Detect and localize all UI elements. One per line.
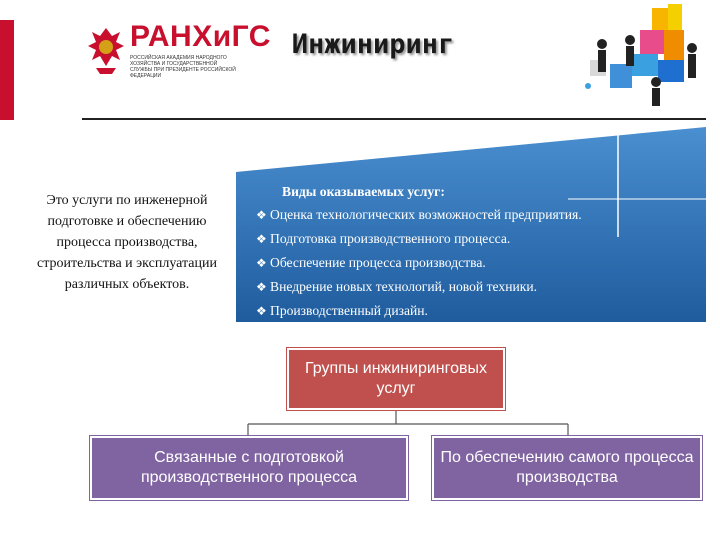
accent-bar	[0, 20, 14, 120]
diamond-bullet-icon: ❖	[256, 232, 267, 246]
header-divider	[82, 118, 706, 120]
teamwork-cubes-illustration	[570, 0, 720, 115]
diamond-bullet-icon: ❖	[256, 304, 267, 318]
diagram-right-box: По обеспечению самого процесса производства	[432, 436, 702, 500]
diamond-bullet-icon: ❖	[256, 256, 267, 270]
services-heading: Виды оказываемых услуг:	[282, 184, 445, 199]
diamond-bullet-icon: ❖	[256, 280, 267, 294]
diagram-root-box: Группы инжиниринговых услуг	[287, 348, 505, 410]
services-list	[256, 180, 701, 323]
diamond-bullet-icon: ❖	[256, 208, 267, 222]
service-item: ❖ Подготовка производственного процесса.	[256, 227, 701, 251]
logo-text: РАНХиГС	[130, 20, 271, 53]
diagram-left-box: Связанные с подготовкой производственного процесса	[90, 436, 408, 500]
definition-text: Это услуги по инженерной подготовке и обеспечению процесса производства, строительства и эксплуатации различных объектов.	[37, 193, 217, 292]
page-title: Инжиниринг	[291, 29, 455, 60]
logo-subtitle: РОССИЙСКАЯ АКАДЕМИЯ НАРОДНОГО ХОЗЯЙСТВА И ГОСУДАРСТВЕННОЙ СЛУЖБЫ ПРИ ПРЕЗИДЕНТЕ РОССИЙСКОЙ ФЕДЕРАЦИИ	[130, 55, 236, 79]
service-item: ❖ Обеспечение процесса производства.	[256, 251, 701, 275]
service-item: ❖ Внедрение новых технологий, новой техники.	[256, 275, 701, 299]
service-item: ❖ Оценка технологических возможностей предприятия.	[256, 203, 701, 227]
service-item: ❖ Производственный дизайн.	[256, 299, 701, 323]
